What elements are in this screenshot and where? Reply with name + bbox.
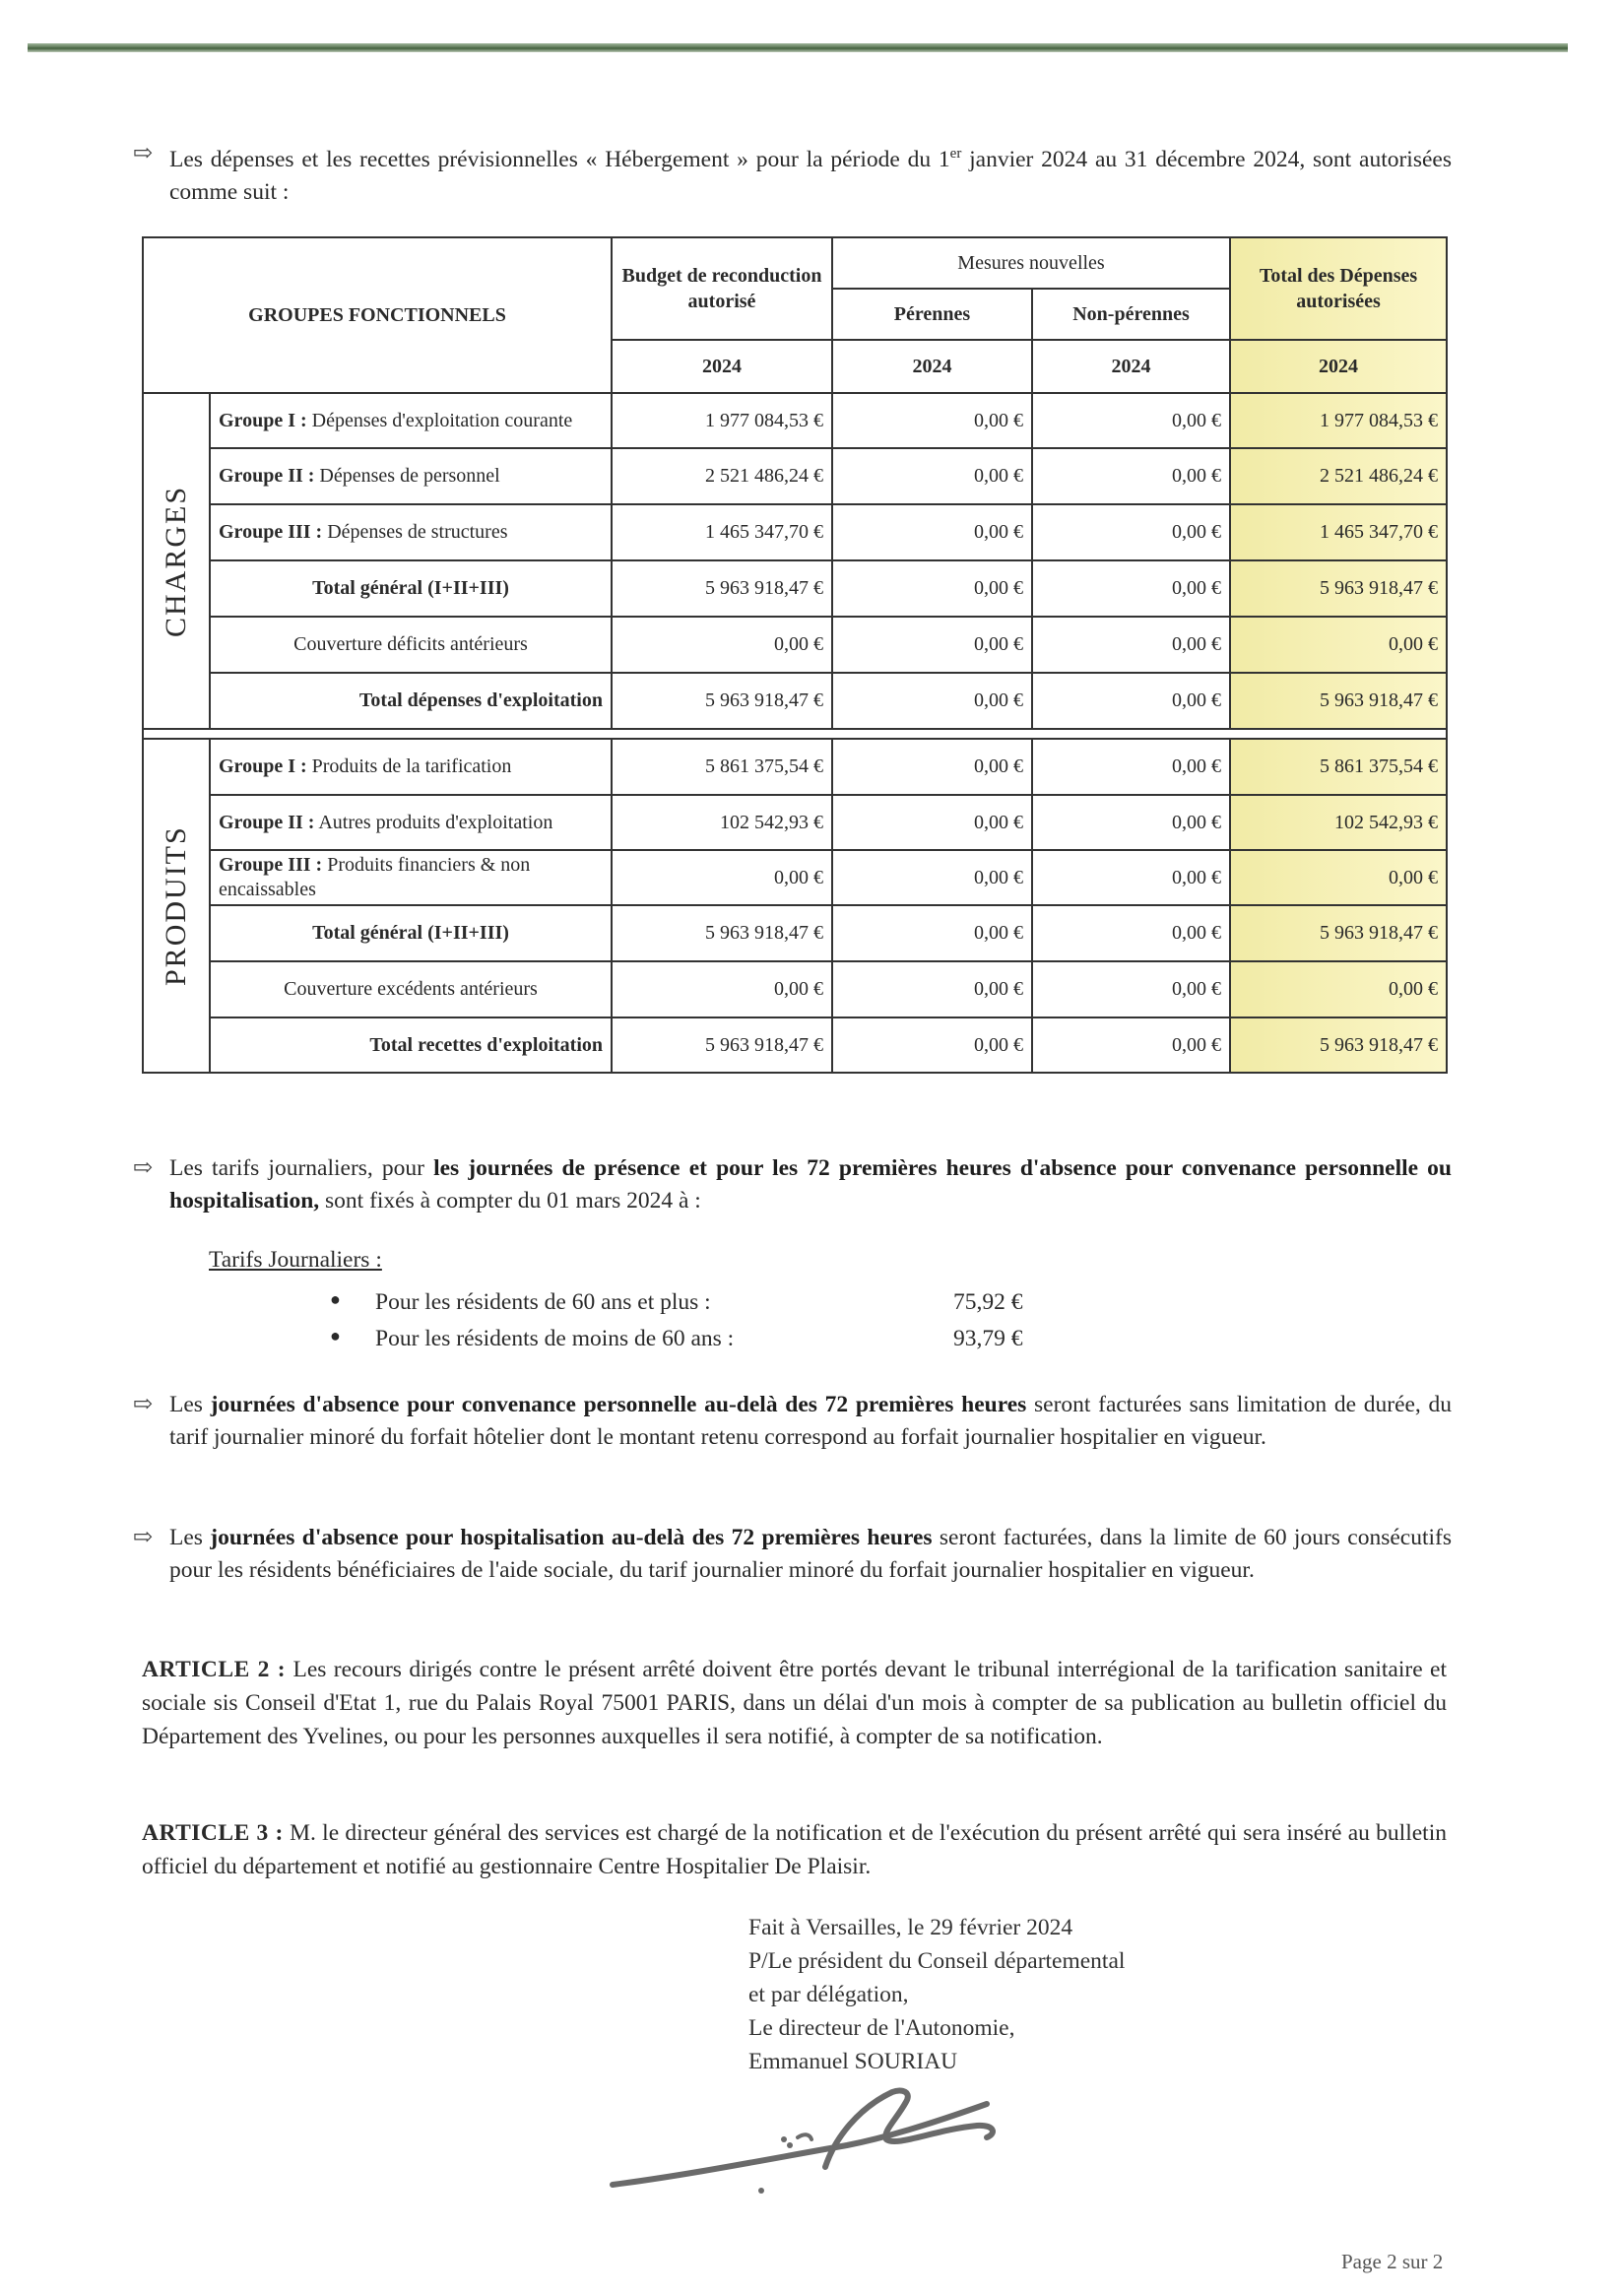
table-cell-budget: 1 465 347,70 € [612,504,832,560]
absence-convenance-paragraph: Les journées d'absence pour convenance personnelle au-delà des 72 premières heures seront facturées sans limitation de durée, du tarif journalier minoré du forfait hôtelier dont le montant retenu correspond au forfait journalier hospitalier en vigueur. [169,1392,1452,1450]
header-perennes: Pérennes [832,289,1032,340]
intro-text-post: janvier 2024 au 31 décembre 2024, sont autorisées comme suit : [169,146,1452,205]
table-cell-total: 5 963 918,47 € [1230,560,1447,617]
table-cell-non-perennes: 0,00 € [1032,617,1230,673]
table-cell-total: 5 963 918,47 € [1230,905,1447,961]
table-cell-total: 5 963 918,47 € [1230,673,1447,729]
table-cell-budget: 5 963 918,47 € [612,560,832,617]
header-budget: Budget de reconduction autorisé [612,237,832,340]
tarif-value: 93,79 € [953,1326,1023,1351]
table-cell-budget: 5 861 375,54 € [612,739,832,795]
table-cell-perennes: 0,00 € [832,850,1032,905]
table-cell-budget: 2 521 486,24 € [612,448,832,504]
bullet-icon: ● [330,1289,341,1309]
table-row-label: Groupe III : Produits financiers & non encaissables [210,850,612,905]
header-total: Total des Dépenses autorisées [1230,237,1447,340]
table-cell-total: 0,00 € [1230,850,1447,905]
table-cell-non-perennes: 0,00 € [1032,560,1230,617]
table-cell-budget: 5 963 918,47 € [612,1017,832,1073]
table-cell-non-perennes: 0,00 € [1032,850,1230,905]
table-cell-non-perennes: 0,00 € [1032,448,1230,504]
signature-line: P/Le président du Conseil départemental [748,1948,1126,1974]
signature-place-date: Fait à Versailles, le 29 février 2024 [748,1915,1073,1940]
table-row-label: Couverture excédents antérieurs [210,961,612,1017]
table-cell-budget: 5 963 918,47 € [612,673,832,729]
table-row-label: Total général (I+II+III) [210,905,612,961]
table-cell-perennes: 0,00 € [832,905,1032,961]
table-cell-perennes: 0,00 € [832,560,1032,617]
tarif-value: 75,92 € [953,1289,1023,1315]
table-row-label: Couverture déficits antérieurs [210,617,612,673]
table-cell-perennes: 0,00 € [832,739,1032,795]
table-cell-non-perennes: 0,00 € [1032,739,1230,795]
table-cell-budget: 0,00 € [612,850,832,905]
table-cell-perennes: 0,00 € [832,961,1032,1017]
table-cell-total: 0,00 € [1230,617,1447,673]
table-cell-non-perennes: 0,00 € [1032,673,1230,729]
table-cell-budget: 102 542,93 € [612,795,832,850]
header-groupes: GROUPES FONCTIONNELS [143,237,612,393]
bullet-icon: ● [330,1326,341,1345]
header-year-perennes: 2024 [832,340,1032,393]
intro-paragraph [169,138,1452,209]
produits-label: PRODUITS [143,739,210,1073]
table-cell-non-perennes: 0,00 € [1032,961,1230,1017]
budget-table [142,236,1448,1074]
table-cell-total: 5 861 375,54 € [1230,739,1447,795]
table-cell-non-perennes: 0,00 € [1032,504,1230,560]
intro-text-pre: Les dépenses et les recettes prévisionnelles « Hébergement » pour la période du 1 [169,146,950,172]
article-2: ARTICLE 2 : Les recours dirigés contre le présent arrêté doivent être portés devant le tribunal interrégional de la tarification sanitaire et sociale sis Conseil d'Etat 1, rue du Palais Royal 75001 PARIS, dans un délai d'un mois à compter de sa publication au bulletin officiel du Département des Yvelines, ou pour les personnes auxquelles il sera notifié, à compter de sa notification. [142,1657,1447,1749]
table-row-label: Groupe II : Dépenses de personnel [210,448,612,504]
arrow-icon: ⇨ [133,141,154,166]
table-cell-total: 1 977 084,53 € [1230,393,1447,448]
header-year-non-perennes: 2024 [1032,340,1230,393]
charges-label: CHARGES [143,393,210,729]
table-cell-total: 2 521 486,24 € [1230,448,1447,504]
table-cell-budget: 1 977 084,53 € [612,393,832,448]
table-cell-total: 5 963 918,47 € [1230,1017,1447,1073]
table-cell-perennes: 0,00 € [832,504,1032,560]
tarif-label: Pour les résidents de moins de 60 ans : [375,1326,735,1351]
table-row-label: Groupe I : Produits de la tarification [210,739,612,795]
table-cell-perennes: 0,00 € [832,673,1032,729]
table-row-label: Groupe I : Dépenses d'exploitation courante [210,393,612,448]
table-cell-non-perennes: 0,00 € [1032,393,1230,448]
table-cell-total: 0,00 € [1230,961,1447,1017]
signature-line: Le directeur de l'Autonomie, [748,2015,1015,2041]
table-gap [143,729,1447,739]
handwritten-signature [601,2068,1014,2206]
absence-hospitalisation-paragraph: Les journées d'absence pour hospitalisation au-delà des 72 premières heures seront facturées, dans la limite de 60 jours consécutifs pour les résidents bénéficiaires de l'aide sociale, du tarif journalier minoré du forfait journalier hospitalier en vigueur. [169,1525,1452,1583]
page-number: Page 2 sur 2 [1341,2250,1444,2273]
table-cell-non-perennes: 0,00 € [1032,795,1230,850]
arrow-icon: ⇨ [133,1392,154,1417]
table-row-label: Total général (I+II+III) [210,560,612,617]
table-cell-perennes: 0,00 € [832,795,1032,850]
table-cell-perennes: 0,00 € [832,393,1032,448]
table-cell-total: 1 465 347,70 € [1230,504,1447,560]
table-cell-perennes: 0,00 € [832,1017,1032,1073]
tarifs-paragraph: Les tarifs journaliers, pour les journées de présence et pour les 72 premières heures d'absence pour convenance personnelle ou hospitalisation, sont fixés à compter du 01 mars 2024 à : [169,1155,1452,1214]
table-row-label: Total recettes d'exploitation [210,1017,612,1073]
table-cell-total: 102 542,93 € [1230,795,1447,850]
tarifs-title: Tarifs Journaliers : [209,1247,382,1273]
table-row-label: Total dépenses d'exploitation [210,673,612,729]
intro-sup: er [949,146,962,162]
header-year-budget: 2024 [612,340,832,393]
signatory-name: Emmanuel SOURIAU [748,2049,958,2074]
header-non-perennes: Non-pérennes [1032,289,1230,340]
table-cell-perennes: 0,00 € [832,617,1032,673]
table-cell-budget: 0,00 € [612,961,832,1017]
table-row-label: Groupe III : Dépenses de structures [210,504,612,560]
table-cell-non-perennes: 0,00 € [1032,1017,1230,1073]
table-cell-perennes: 0,00 € [832,448,1032,504]
tarif-label: Pour les résidents de 60 ans et plus : [375,1289,711,1315]
arrow-icon: ⇨ [133,1525,154,1550]
header-year-total: 2024 [1230,340,1447,393]
signature-line: et par délégation, [748,1982,909,2007]
table-cell-budget: 0,00 € [612,617,832,673]
signature-block [748,1911,1125,2078]
article-3: ARTICLE 3 : M. le directeur général des services est chargé de la notification et de l'exécution du présent arrêté qui sera inséré au bulletin officiel du département et notifié au gestionnaire Centre Hospitalier De Plaisir. [142,1820,1447,1879]
table-cell-budget: 5 963 918,47 € [612,905,832,961]
header-mesures: Mesures nouvelles [832,237,1230,289]
table-cell-non-perennes: 0,00 € [1032,905,1230,961]
arrow-icon: ⇨ [133,1155,154,1181]
table-row-label: Groupe II : Autres produits d'exploitation [210,795,612,850]
